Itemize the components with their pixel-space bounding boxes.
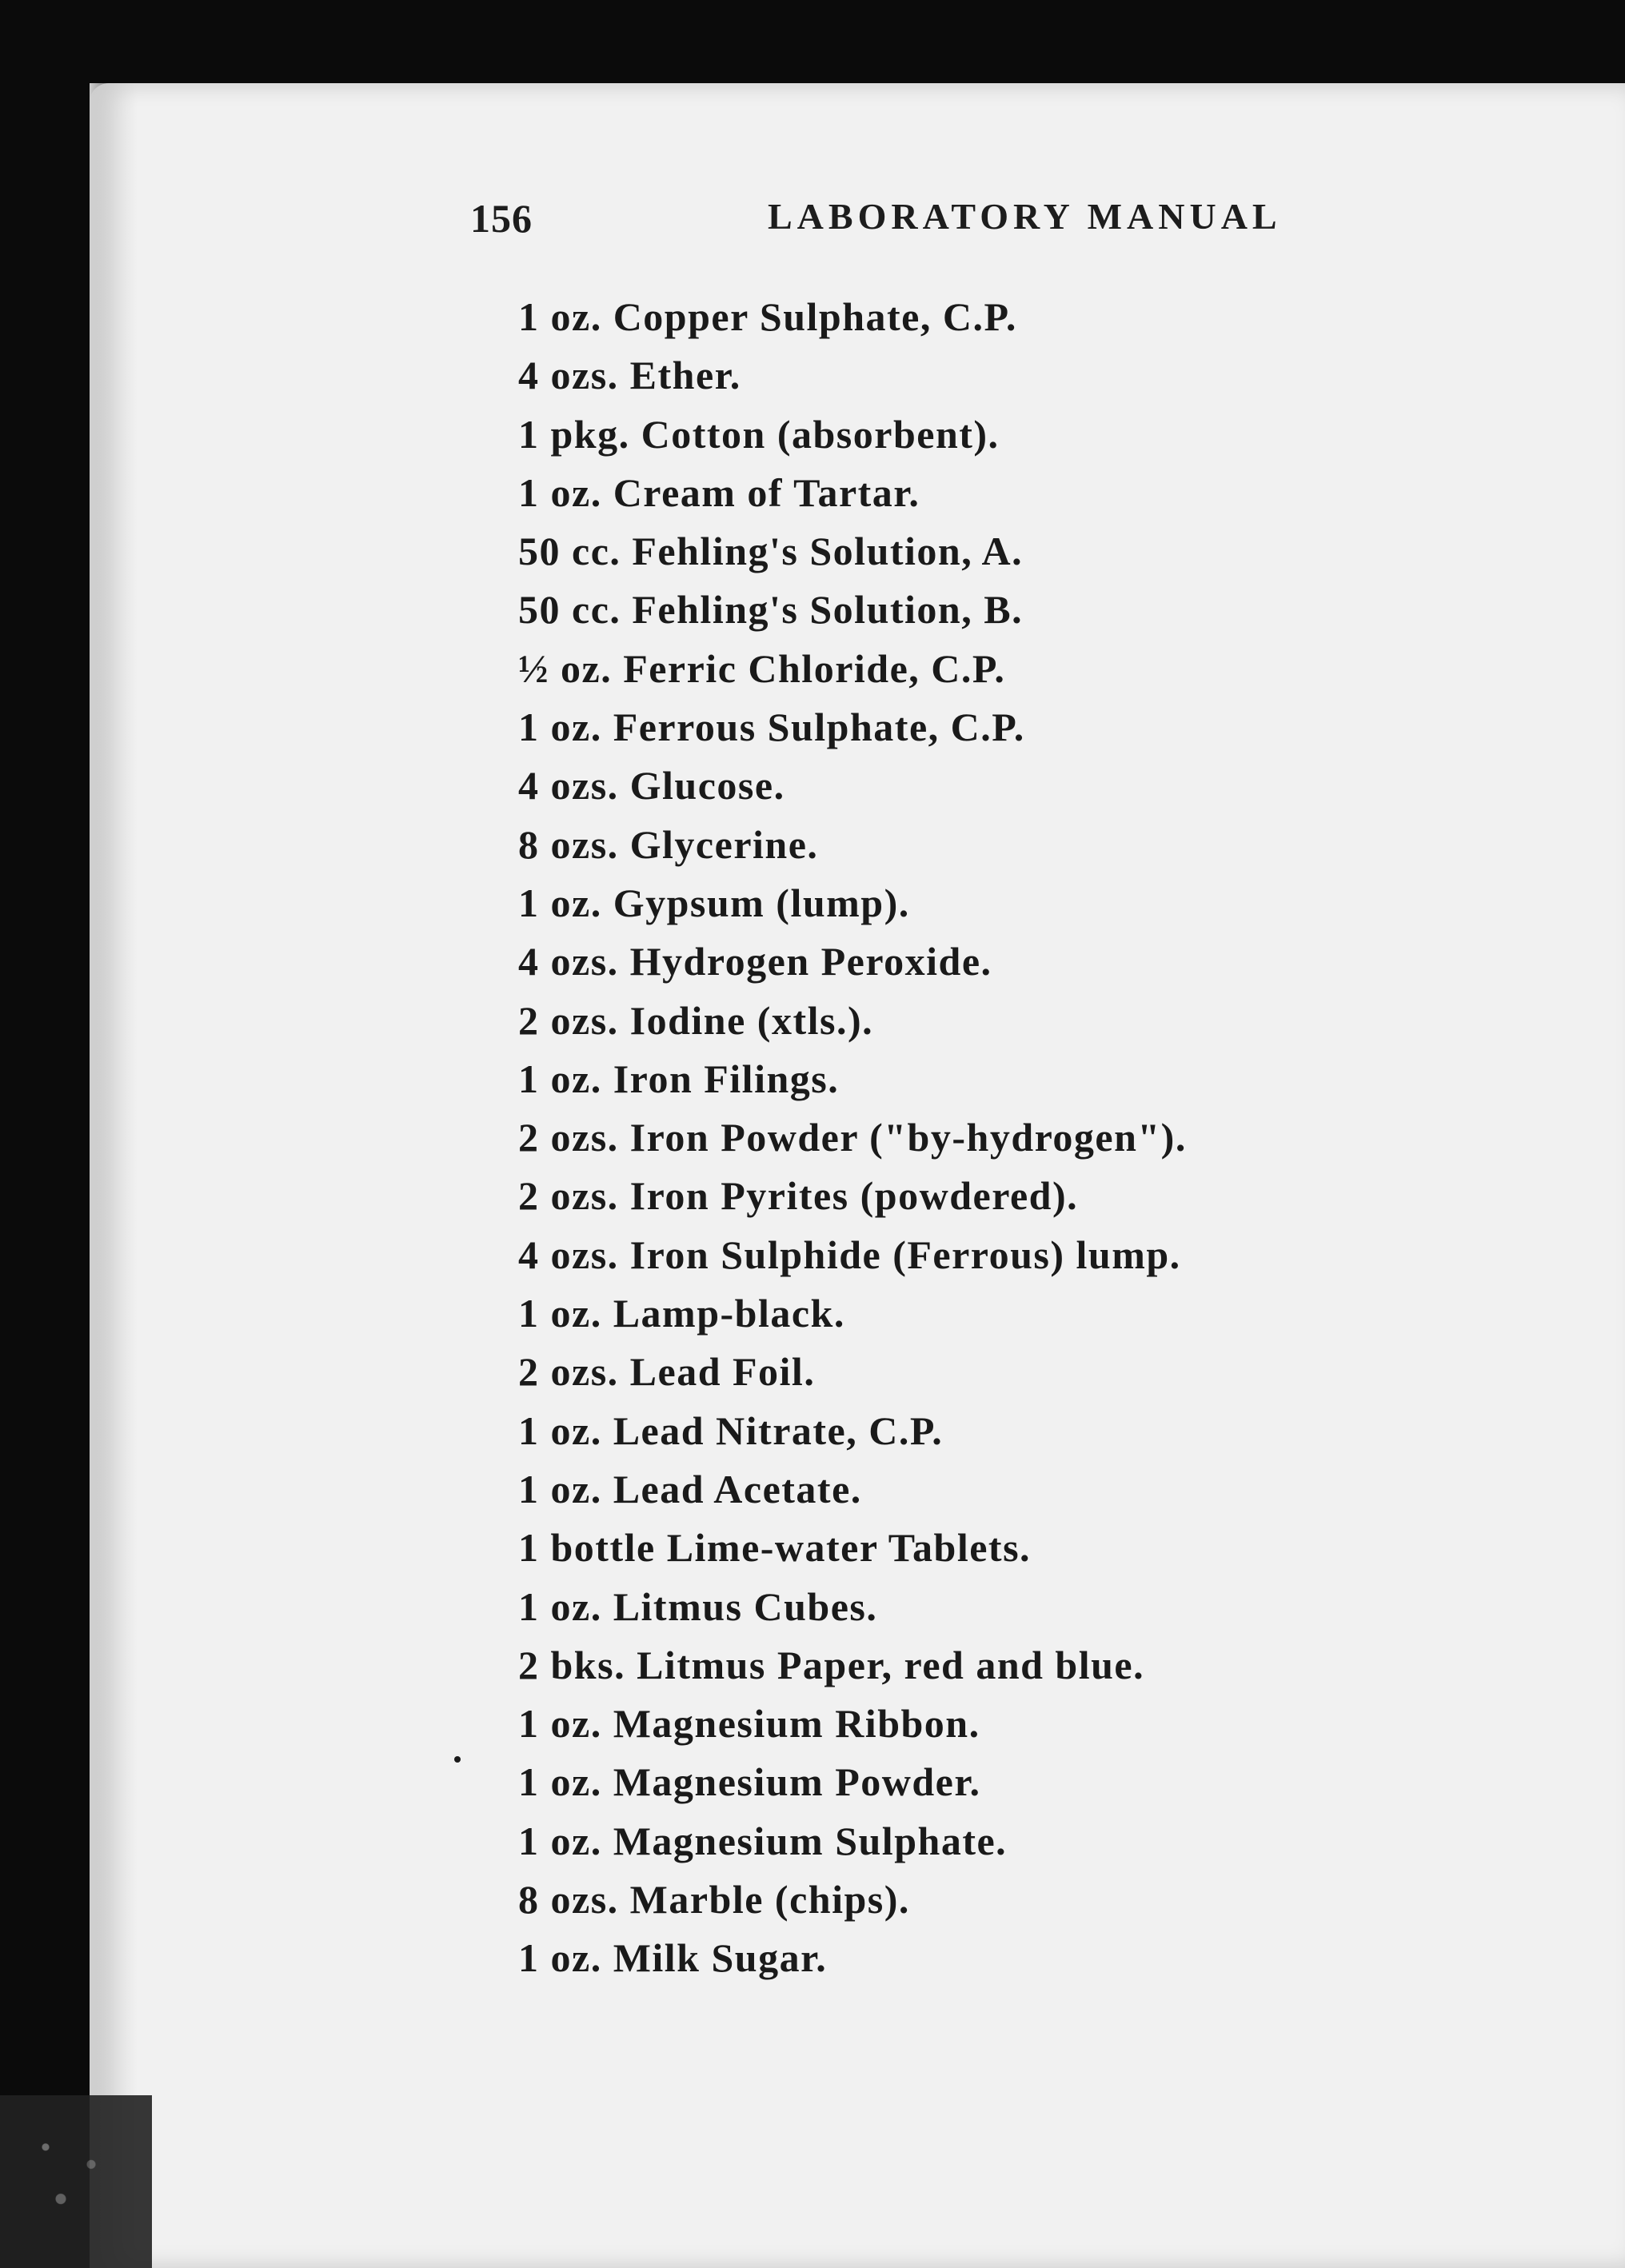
list-item: 50 cc. Fehling's Solution, A. xyxy=(518,529,1024,574)
list-item: 1 oz. Lead Acetate. xyxy=(518,1466,862,1511)
list-item: 1 oz. Copper Sulphate, C.P. xyxy=(518,294,1017,339)
page-header xyxy=(0,195,1625,251)
supply-list xyxy=(518,288,1187,1988)
list-item: 1 oz. Magnesium Sulphate. xyxy=(518,1818,1008,1863)
list-item: 4 ozs. Ether. xyxy=(518,353,741,398)
list-item: 2 ozs. Iron Powder ("by-hydrogen"). xyxy=(518,1115,1187,1160)
list-item: 1 oz. Milk Sugar. xyxy=(518,1935,828,1981)
list-item: 4 ozs. Hydrogen Peroxide. xyxy=(518,939,992,984)
list-item: 1 oz. Litmus Cubes. xyxy=(518,1583,878,1629)
list-item: ½ oz. Ferric Chloride, C.P. xyxy=(518,645,1006,691)
list-item: 1 bottle Lime-water Tablets. xyxy=(518,1525,1032,1571)
list-item: 2 bks. Litmus Paper, red and blue. xyxy=(518,1642,1145,1687)
list-item: 1 oz. Lamp-black. xyxy=(518,1291,845,1336)
list-item: 1 pkg. Cotton (absorbent). xyxy=(518,411,1000,457)
scan-corner-artifact xyxy=(0,2095,152,2268)
list-item: 1 oz. Lead Nitrate, C.P. xyxy=(518,1408,944,1453)
page-number: 156 xyxy=(470,196,533,241)
running-head: LABORATORY MANUAL xyxy=(768,196,1282,237)
list-item: 2 ozs. Iron Pyrites (powdered). xyxy=(518,1173,1079,1219)
page-gutter-shadow xyxy=(90,83,138,2268)
list-item: 1 oz. Iron Filings. xyxy=(518,1056,840,1101)
list-item: 1 oz. Magnesium Powder. xyxy=(518,1759,981,1805)
list-item: 1 oz. Cream of Tartar. xyxy=(518,469,920,515)
list-item: 1 oz. Magnesium Ribbon. xyxy=(518,1701,980,1747)
list-item: 4 ozs. Iron Sulphide (Ferrous) lump. xyxy=(518,1232,1181,1277)
list-item: 2 ozs. Iodine (xtls.). xyxy=(518,997,874,1043)
list-item: 8 ozs. Glycerine. xyxy=(518,821,819,867)
list-item: 4 ozs. Glucose. xyxy=(518,763,785,809)
scan-speck xyxy=(454,1756,461,1763)
list-item: 8 ozs. Marble (chips). xyxy=(518,1877,910,1923)
list-item: 2 ozs. Lead Foil. xyxy=(518,1349,816,1395)
list-item: 1 oz. Ferrous Sulphate, C.P. xyxy=(518,705,1025,750)
list-item: 1 oz. Gypsum (lump). xyxy=(518,880,910,925)
list-item: 50 cc. Fehling's Solution, B. xyxy=(518,587,1024,633)
